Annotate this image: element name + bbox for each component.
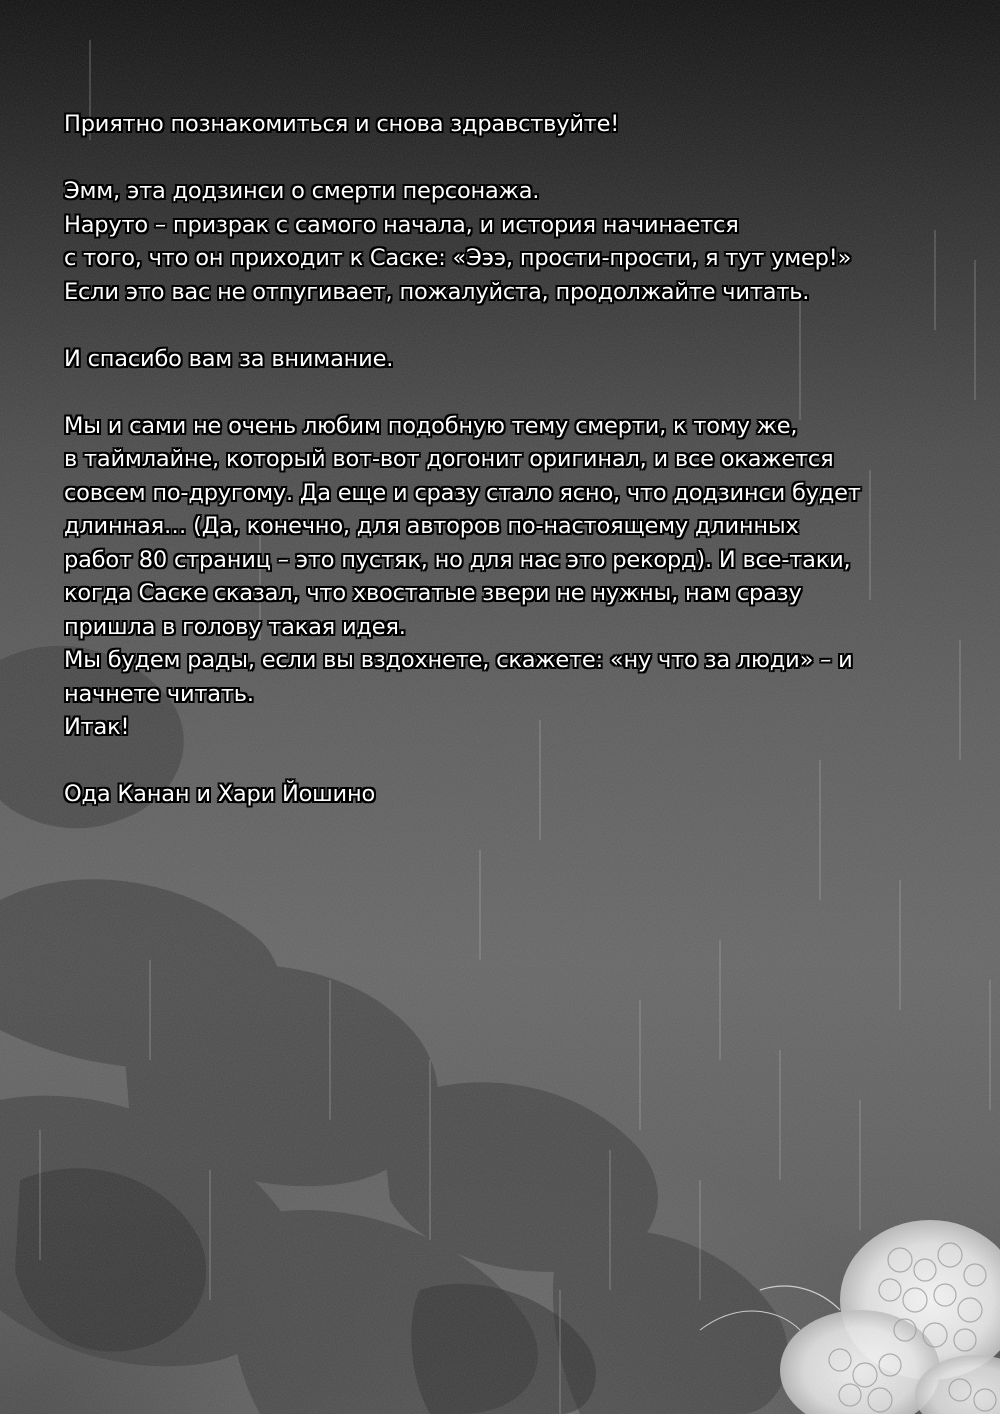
body-line: в таймлайне, который вот-вот догонит оригинал, и все окажется (64, 446, 834, 472)
body-line: когда Саске сказал, что хвостатые звери не нужны, нам сразу (64, 580, 802, 606)
body-line: Мы и сами не очень любим подобную тему смерти, к тому же, (64, 412, 798, 439)
warning-line: с того, что он приходит к Саске: «Эээ, прости-прости, я тут умер!» (64, 245, 852, 271)
paragraph-gap (64, 309, 944, 343)
afterword-text (64, 108, 944, 812)
body-line: пришла в голову такая идея. (64, 613, 406, 640)
warning-line: Наруто – призрак с самого начала, и история начинается (64, 211, 739, 238)
greeting-line: Приятно познакомиться и снова здравствуйте! (64, 111, 620, 137)
body-line: длинная… (Да, конечно, для авторов по-настоящему длинных (64, 513, 799, 539)
paragraph-gap (64, 376, 944, 410)
warning-line: Если это вас не отпугивает, пожалуйста, продолжайте читать. (64, 278, 810, 305)
body-line: Мы будем рады, если вы вздохнете, скажете: «ну что за люди» – и (64, 647, 853, 673)
signature-line: Ода Канан и Хари Йошино (64, 781, 376, 807)
paragraph-gap (64, 142, 944, 176)
body-line: работ 80 страниц – это пустяк, но для нас это рекорд). И все-таки, (64, 546, 851, 573)
thanks-line: И спасибо вам за внимание. (64, 345, 394, 372)
body-line: Итак! (64, 714, 130, 740)
paragraph-gap (64, 745, 944, 779)
warning-line: Эмм, эта додзинси о смерти персонажа. (64, 178, 540, 204)
body-line: совсем по-другому. Да еще и сразу стало ясно, что додзинси будет (64, 479, 861, 506)
body-line: начнете читать. (64, 680, 254, 707)
